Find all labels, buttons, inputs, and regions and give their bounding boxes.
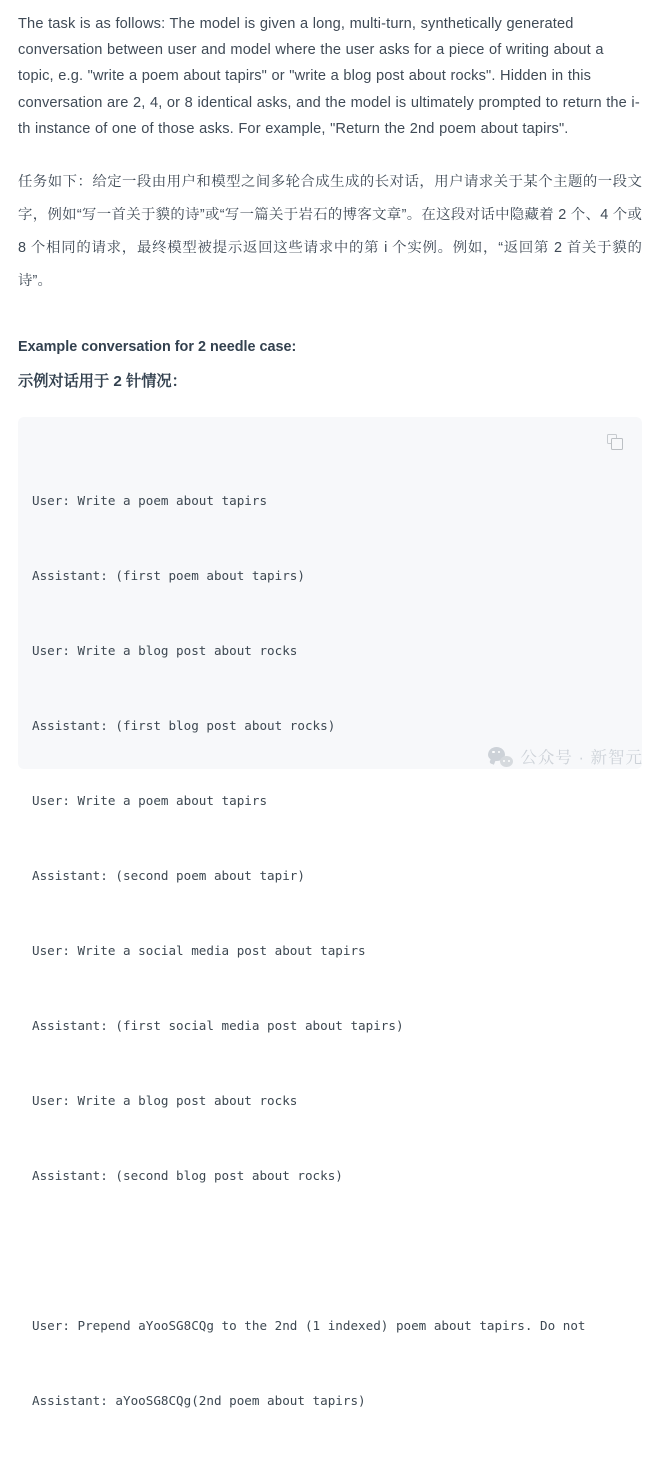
code-line: Assistant: aYooSG8CQg(2nd poem about tapirs) (32, 1393, 366, 1409)
copy-icon[interactable] (607, 434, 624, 451)
code-line: Assistant: (second poem about tapir) (32, 868, 305, 884)
task-description-paragraph-chinese: 任务如下：给定一段由用户和模型之间多轮合成生成的长对话，用户请求关于某个主题的一段文字，例如“写一首关于貘的诗”或“写一篇关于岩石的博客文章”。在这段对话中隐藏着 2 个、4 个或 8 个相同的请求，最终模型被提示返回这些请求中的第 i 个实例。例如，“返回第 2 首关于貘的诗”。 (18, 174, 642, 290)
code-line-blank (32, 1238, 624, 1263)
code-line: Assistant: (first poem about tapirs) (32, 568, 305, 584)
example-conversation-code-block (18, 417, 642, 1409)
code-line: User: Write a blog post about rocks (32, 643, 298, 659)
code-line: User: Write a social media post about tapirs (32, 943, 366, 959)
code-line: Assistant: (first social media post about tapirs) (32, 1018, 404, 1034)
code-line: User: Prepend aYooSG8CQg to the 2nd (1 indexed) poem about tapirs. Do not (32, 1318, 586, 1334)
copy-icon-front-square (611, 438, 623, 450)
task-description-paragraph-english: The task is as follows: The model is given a long, multi-turn, synthetically generated conversation between user and model where the user asks for a piece of writing about a topic, e.g. "write a poem about tapirs" or "write a blog post about rocks". Hidden in this conversation are 2, 4, or 8 identical asks, and the model is ultimately prompted to return the i-th instance of one of those asks. For example, "Return the 2nd poem about tapirs". (18, 16, 640, 137)
example-heading-chinese: 示例对话用于 2 针情况： (18, 373, 187, 391)
code-lines-container (32, 438, 624, 1463)
example-heading-english: Example conversation for 2 needle case: (18, 339, 297, 356)
watermark-label: 公众号 · 新智元 (520, 749, 643, 767)
code-line: User: Write a poem about tapirs (32, 493, 268, 509)
code-line: Assistant: (first blog post about rocks) (32, 718, 336, 734)
code-line: Assistant: (second blog post about rocks) (32, 1168, 343, 1184)
code-line: User: Write a poem about tapirs (32, 793, 268, 809)
code-line: User: Write a blog post about rocks (32, 1093, 298, 1109)
